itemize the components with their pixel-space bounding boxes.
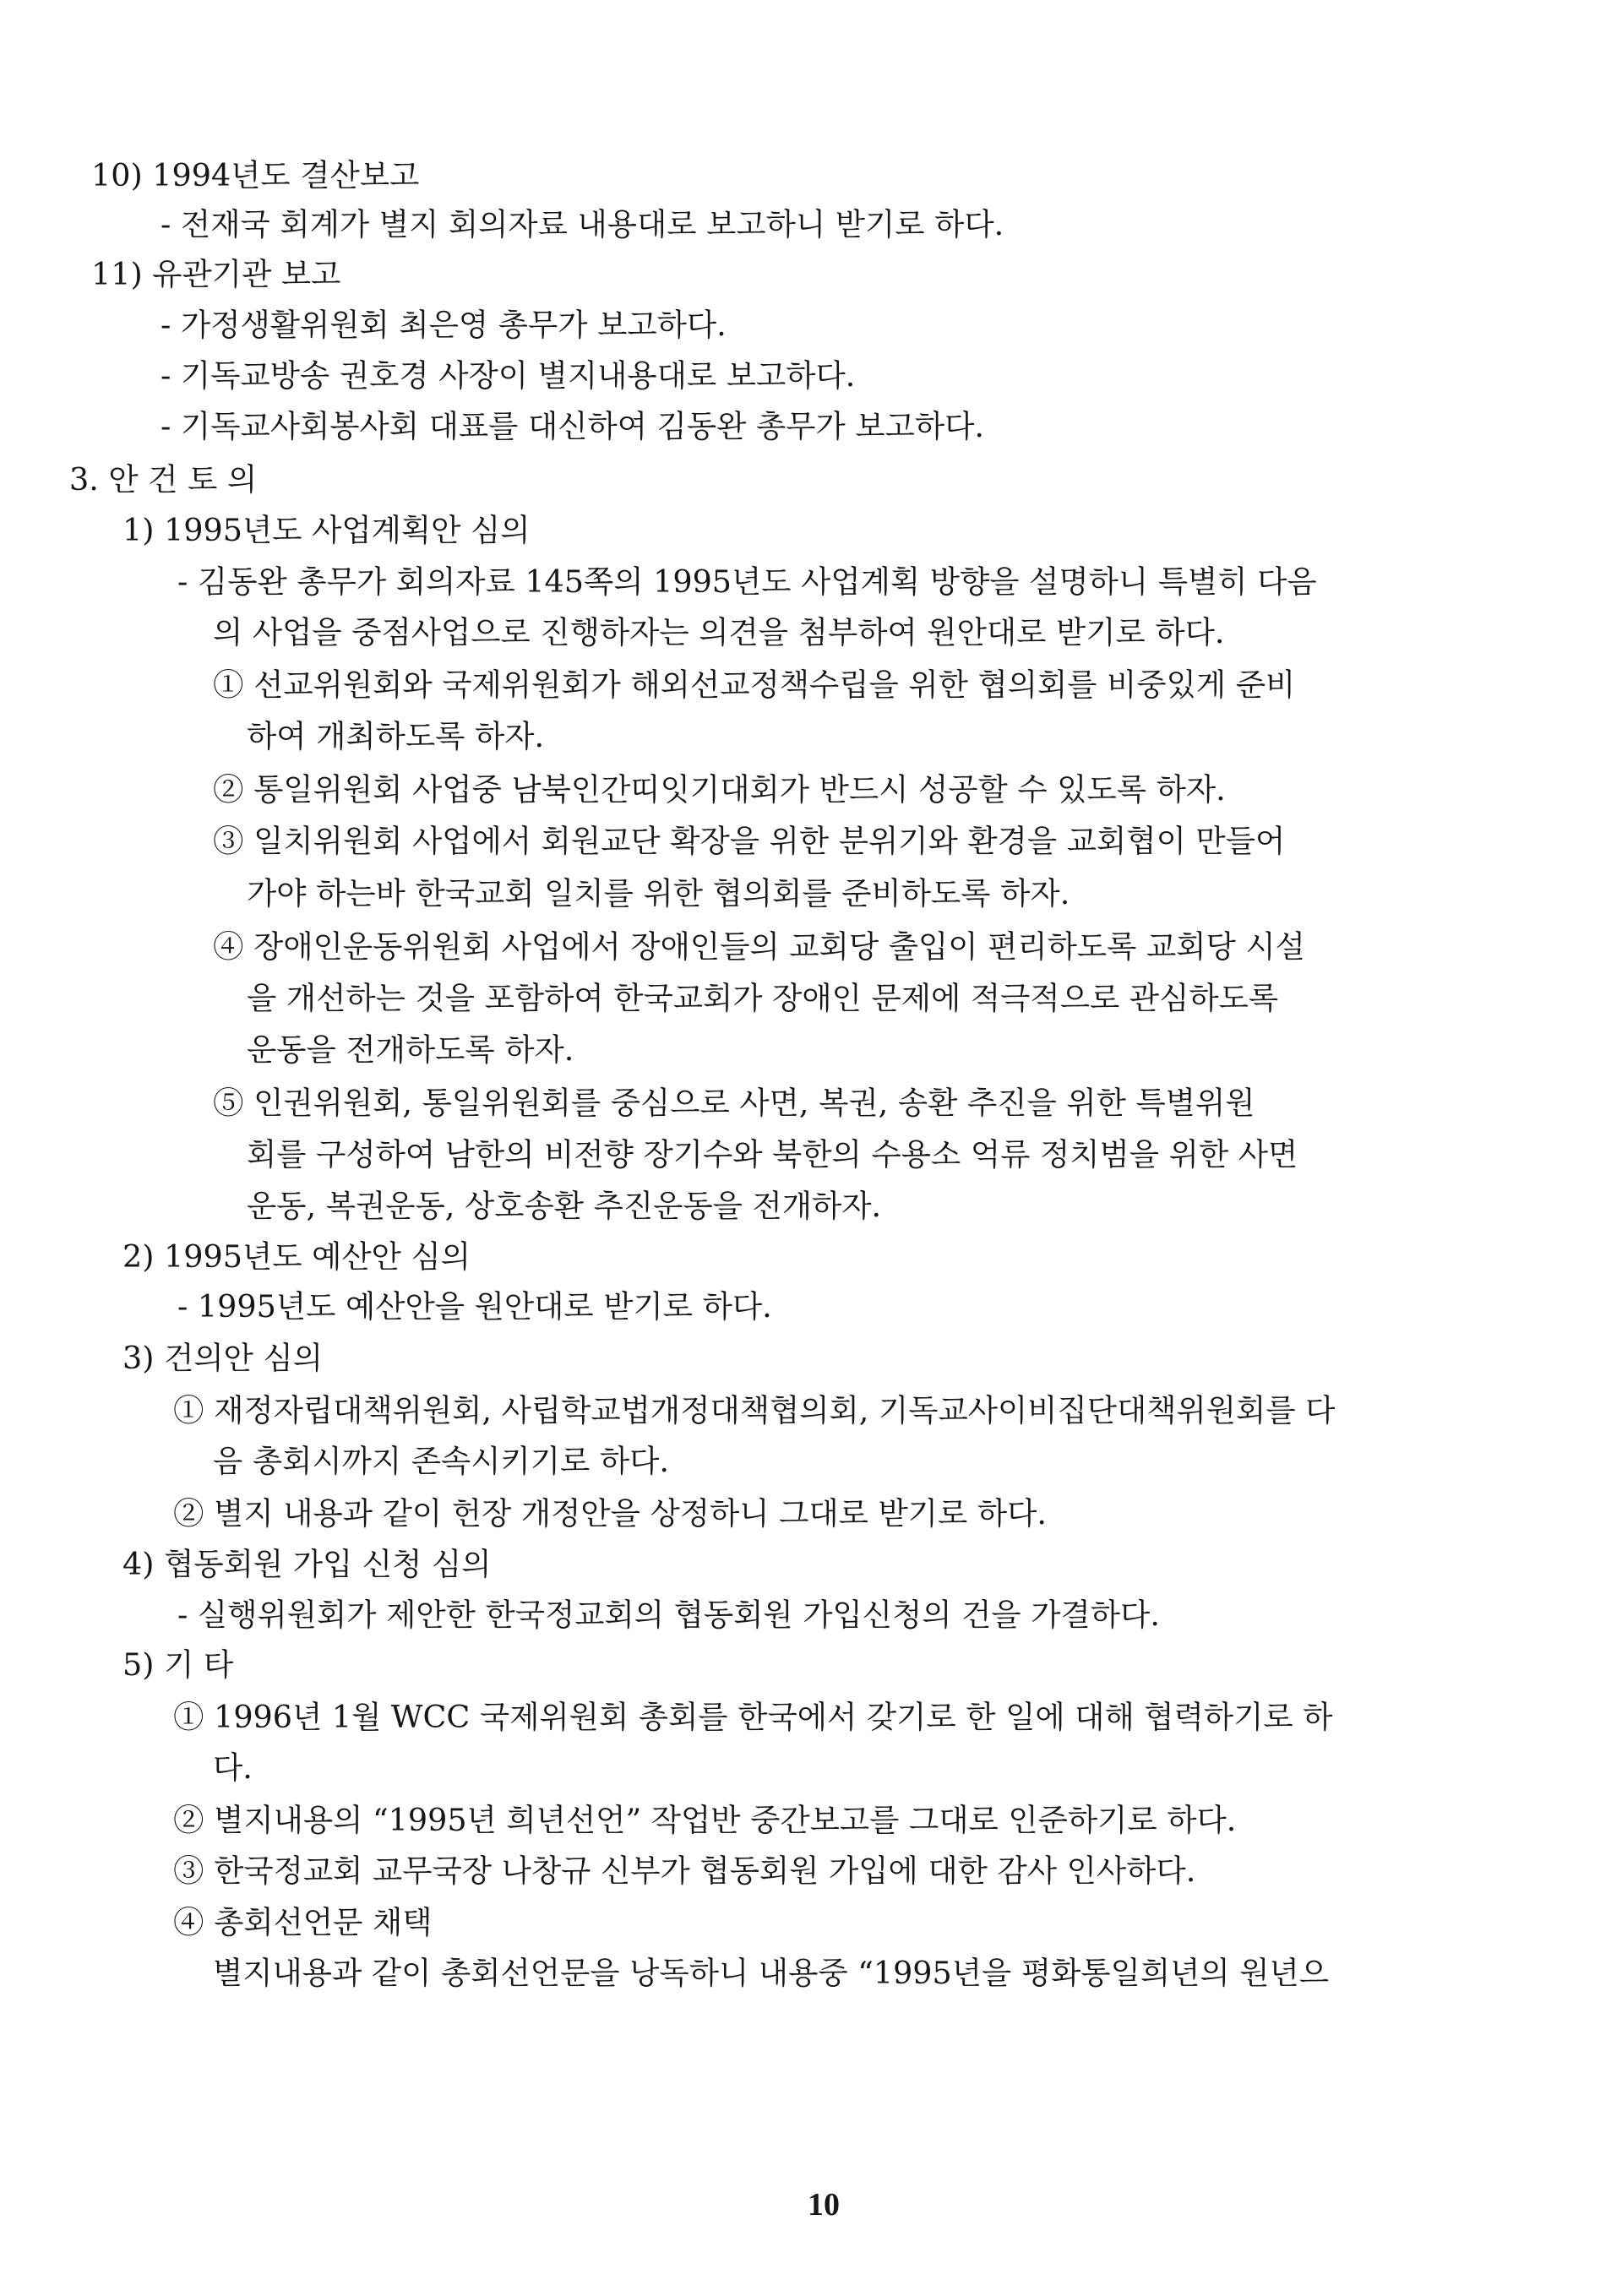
agenda-1-point-1: ① 선교위원회와 국제위원회가 해외선교정책수립을 위한 협의회를 비중있게 준비 <box>213 666 1296 703</box>
agenda-1-point-5-cont-1: 회를 구성하여 남한의 비전향 장기수와 북한의 수용소 억류 정치범을 위한 사면 <box>247 1136 1298 1172</box>
agenda-5-point-3: ③ 한국정교회 교무국장 나창규 신부가 협동회원 가입에 대한 감사 인사하다. <box>173 1853 1196 1889</box>
agenda-4-text: - 실행위원회가 제안한 한국정교회의 협동회원 가입신청의 건을 가결하다. <box>177 1597 1160 1633</box>
agenda-1-point-5-cont-2: 운동, 복권운동, 상호송환 추진운동을 전개하자. <box>247 1188 882 1224</box>
agenda-5-point-4-text: 별지내용과 같이 총회선언문을 낭독하니 내용중 “1995년을 평화통일희년의 원년으 <box>213 1955 1330 1991</box>
agenda-5-heading: 5) 기 타 <box>122 1646 234 1683</box>
agenda-1-point-4: ④ 장애인운동위원회 사업에서 장애인들의 교회당 출입이 편리하도록 교회당 시설 <box>213 928 1305 965</box>
item-11-heading: 11) 유관기관 보고 <box>91 256 341 292</box>
item-11-text-1: - 가정생활위원회 최은영 총무가 보고하다. <box>161 307 727 343</box>
item-10-heading: 10) 1994년도 결산보고 <box>91 157 420 193</box>
agenda-1-point-5: ⑤ 인권위원회, 통일위원회를 중심으로 사면, 복권, 송환 추진을 위한 특별위원 <box>213 1085 1255 1121</box>
agenda-1-point-4-cont-2: 운동을 전개하도록 하자. <box>247 1031 574 1068</box>
agenda-5-point-2: ② 별지내용의 “1995년 희년선언” 작업반 중간보고를 그대로 인준하기로 하다. <box>173 1802 1237 1838</box>
section-3-heading: 3. 안 건 토 의 <box>69 461 258 498</box>
agenda-2-heading: 2) 1995년도 예산안 심의 <box>122 1238 471 1275</box>
agenda-1-heading: 1) 1995년도 사업계획안 심의 <box>122 512 531 548</box>
agenda-5-point-1-cont: 다. <box>213 1749 253 1786</box>
agenda-1-point-3-cont: 가야 하는바 한국교회 일치를 위한 협의회를 준비하도록 하자. <box>247 875 1070 911</box>
agenda-2-text: - 1995년도 예산안을 원안대로 받기로 하다. <box>177 1288 772 1325</box>
item-11-text-3: - 기독교사회봉사회 대표를 대신하여 김동완 총무가 보고하다. <box>161 408 985 444</box>
agenda-1-point-1-cont: 하여 개최하도록 하자. <box>247 718 545 754</box>
agenda-5-point-4: ④ 총회선언문 채택 <box>173 1904 433 1940</box>
agenda-3-point-1: ① 재정자립대책위원회, 사립학교법개정대책협의회, 기독교사이비집단대책위원회를 다 <box>173 1392 1336 1428</box>
item-11-text-2: - 기독교방송 권호경 사장이 별지내용대로 보고하다. <box>161 357 856 394</box>
agenda-1-point-4-cont-1: 을 개선하는 것을 포함하여 한국교회가 장애인 문제에 적극적으로 관심하도록 <box>247 980 1279 1016</box>
agenda-1-point-3: ③ 일치위원회 사업에서 회원교단 확장을 위한 분위기와 환경을 교회협이 만들어 <box>213 823 1286 859</box>
agenda-3-heading: 3) 건의안 심의 <box>122 1340 323 1376</box>
agenda-1-text: - 김동완 총무가 회의자료 145쪽의 1995년도 사업계획 방향을 설명하니 특별히 다음 <box>177 563 1317 600</box>
agenda-3-point-1-cont: 음 총회시까지 존속시키기로 하다. <box>213 1443 670 1479</box>
item-10-text: - 전재국 회계가 별지 회의자료 내용대로 보고하니 받기로 하다. <box>161 206 1004 242</box>
agenda-1-point-2: ② 통일위원회 사업중 남북인간띠잇기대회가 반드시 성공할 수 있도록 하자. <box>213 771 1226 808</box>
agenda-5-point-1: ① 1996년 1월 WCC 국제위원회 총회를 한국에서 갖기로 한 일에 대해 협력하기로 하 <box>173 1699 1333 1735</box>
agenda-4-heading: 4) 협동회원 가입 신청 심의 <box>122 1546 492 1582</box>
agenda-1-text-cont: 의 사업을 중점사업으로 진행하자는 의견을 첨부하여 원안대로 받기로 하다. <box>213 614 1225 650</box>
page-number: 10 <box>808 2187 840 2223</box>
agenda-3-point-2: ② 별지 내용과 같이 헌장 개정안을 상정하니 그대로 받기로 하다. <box>173 1495 1047 1532</box>
